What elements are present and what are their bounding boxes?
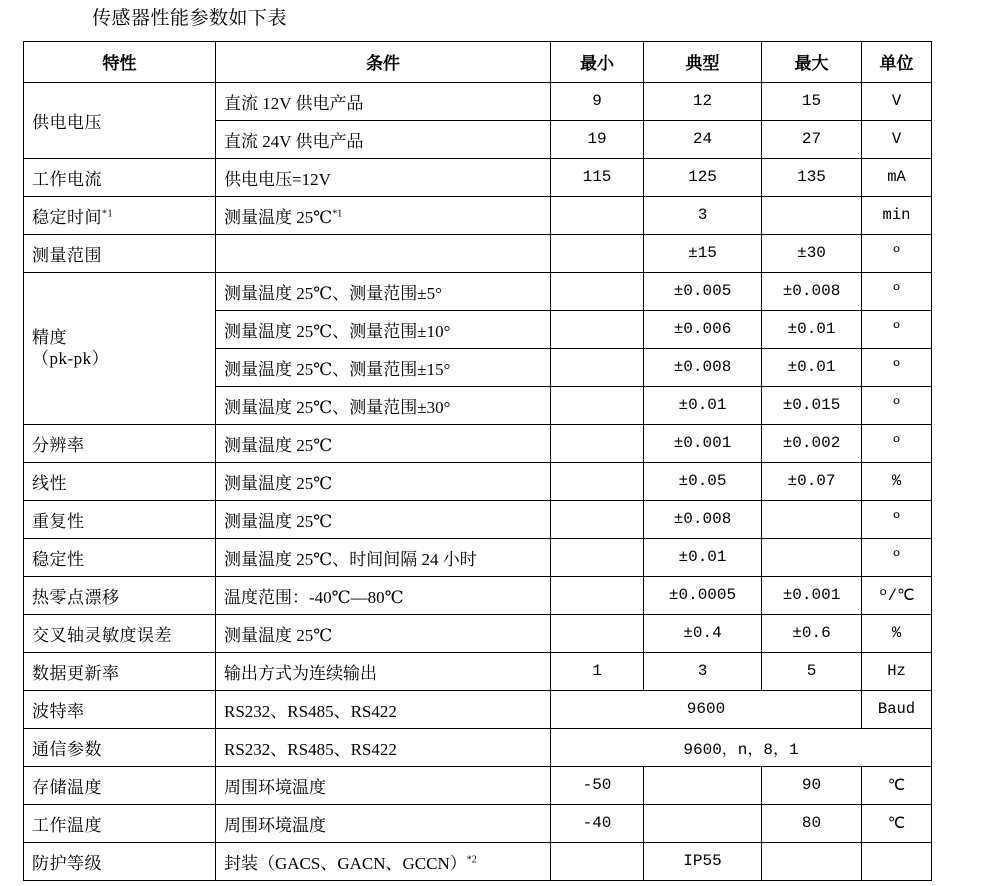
cell-min — [551, 576, 644, 614]
cell-min: 9 — [551, 82, 644, 120]
cell-characteristic: 工作温度 — [24, 804, 216, 842]
cell-max — [762, 196, 862, 234]
cell-max: 80 — [762, 804, 862, 842]
cell-unit: ℃ — [862, 804, 932, 842]
cell-min: -40 — [551, 804, 644, 842]
cell-unit: º — [862, 234, 932, 272]
cell-max: ±0.07 — [762, 462, 862, 500]
cell-min: 115 — [551, 158, 644, 196]
cell-typical: IP55 — [644, 842, 762, 880]
table-row — [24, 462, 932, 500]
table-row — [24, 82, 932, 120]
cell-condition: 输出方式为连续输出 — [216, 652, 551, 690]
cell-unit: % — [862, 614, 932, 652]
table-row — [24, 804, 932, 842]
cell-typical: ±0.01 — [644, 386, 762, 424]
table-row — [24, 538, 932, 576]
cell-unit: Hz — [862, 652, 932, 690]
cell-characteristic: 分辨率 — [24, 424, 216, 462]
cell-condition: RS232、RS485、RS422 — [216, 690, 551, 728]
cell-typical: 3 — [644, 652, 762, 690]
table-row — [24, 272, 932, 310]
cell-condition: 周围环境温度 — [216, 804, 551, 842]
header-characteristic: 特性 — [24, 41, 216, 82]
cell-typical: ±0.0005 — [644, 576, 762, 614]
cell-typical — [644, 804, 762, 842]
cell-min — [551, 196, 644, 234]
cell-max: 15 — [762, 82, 862, 120]
cell-max: ±0.002 — [762, 424, 862, 462]
table-body — [24, 82, 932, 880]
table-row — [24, 842, 932, 880]
footnote-marker: *1 — [332, 207, 343, 219]
cell-unit: mA — [862, 158, 932, 196]
cell-condition: 直流 24V 供电产品 — [216, 120, 551, 158]
cell-characteristic: 通信参数 — [24, 728, 216, 766]
cell-max — [762, 842, 862, 880]
cell-condition: 测量温度 25℃、时间间隔 24 小时 — [216, 538, 551, 576]
cell-characteristic: 供电电压 — [24, 82, 216, 158]
cell-value-span: 9600 — [551, 690, 862, 728]
cell-min — [551, 500, 644, 538]
cell-min: 19 — [551, 120, 644, 158]
table-row — [24, 652, 932, 690]
cell-min — [551, 348, 644, 386]
cell-min — [551, 424, 644, 462]
cell-unit: min — [862, 196, 932, 234]
cell-unit: º — [862, 424, 932, 462]
cell-characteristic: 工作电流 — [24, 158, 216, 196]
footnote-marker: *1 — [102, 207, 113, 219]
cell-characteristic: 重复性 — [24, 500, 216, 538]
cell-characteristic: 交叉轴灵敏度误差 — [24, 614, 216, 652]
cell-typical: ±0.008 — [644, 348, 762, 386]
cell-characteristic: 热零点漂移 — [24, 576, 216, 614]
cell-max: 5 — [762, 652, 862, 690]
cell-value-span: 9600，n，8，1 — [551, 728, 932, 766]
condition-text: 封装（GACS、GACN、GCCN） — [224, 853, 467, 873]
cell-condition: 测量温度 25℃ — [216, 500, 551, 538]
cell-max: ±0.015 — [762, 386, 862, 424]
cell-min — [551, 538, 644, 576]
cell-min — [551, 386, 644, 424]
cell-min — [551, 842, 644, 880]
cell-typical: ±15 — [644, 234, 762, 272]
cell-typical: 3 — [644, 196, 762, 234]
cell-min: -50 — [551, 766, 644, 804]
cell-unit: º — [862, 272, 932, 310]
table-row — [24, 576, 932, 614]
cell-typical: 24 — [644, 120, 762, 158]
table-row — [24, 424, 932, 462]
cell-unit: º — [862, 310, 932, 348]
header-unit: 单位 — [862, 41, 932, 82]
cell-min — [551, 310, 644, 348]
cell-typical: ±0.01 — [644, 538, 762, 576]
cell-unit: Baud — [862, 690, 932, 728]
cell-condition: RS232、RS485、RS422 — [216, 728, 551, 766]
cell-unit: V — [862, 82, 932, 120]
cell-condition: 测量温度 25℃ — [216, 614, 551, 652]
cell-typical: ±0.4 — [644, 614, 762, 652]
cell-characteristic — [24, 272, 216, 424]
cell-max: 90 — [762, 766, 862, 804]
cell-typical — [644, 766, 762, 804]
cell-min — [551, 614, 644, 652]
cell-condition — [216, 234, 551, 272]
header-condition: 条件 — [216, 41, 551, 82]
table-row — [24, 766, 932, 804]
cell-condition: 测量温度 25℃、测量范围±10° — [216, 310, 551, 348]
cell-condition: 周围环境温度 — [216, 766, 551, 804]
header-typical: 典型 — [644, 41, 762, 82]
cell-characteristic: 波特率 — [24, 690, 216, 728]
table-row — [24, 614, 932, 652]
cell-typical: ±0.006 — [644, 310, 762, 348]
cell-max — [762, 500, 862, 538]
header-min: 最小 — [551, 41, 644, 82]
cell-min — [551, 234, 644, 272]
cell-condition: 测量温度 25℃ — [216, 462, 551, 500]
cell-condition: 供电电压=12V — [216, 158, 551, 196]
cell-max: 135 — [762, 158, 862, 196]
table-row — [24, 158, 932, 196]
cell-typical: 12 — [644, 82, 762, 120]
cell-unit — [862, 842, 932, 880]
cell-max: 27 — [762, 120, 862, 158]
table-row — [24, 690, 932, 728]
sensor-spec-table — [23, 41, 932, 881]
cell-min — [551, 462, 644, 500]
cell-characteristic: 测量范围 — [24, 234, 216, 272]
cell-typical: ±0.05 — [644, 462, 762, 500]
cell-typical: ±0.001 — [644, 424, 762, 462]
cell-characteristic — [24, 196, 216, 234]
table-row — [24, 500, 932, 538]
cell-characteristic: 线性 — [24, 462, 216, 500]
page-title: 传感器性能参数如下表 — [92, 8, 288, 29]
cell-unit: º/℃ — [862, 576, 932, 614]
cell-unit: º — [862, 386, 932, 424]
cell-condition: 温度范围：-40℃—80℃ — [216, 576, 551, 614]
cell-unit: V — [862, 120, 932, 158]
cell-typical: 125 — [644, 158, 762, 196]
cell-characteristic: 防护等级 — [24, 842, 216, 880]
cell-unit: ℃ — [862, 766, 932, 804]
table-row — [24, 234, 932, 272]
cell-unit: º — [862, 348, 932, 386]
cell-characteristic: 存储温度 — [24, 766, 216, 804]
characteristic-line2: （pk-pk） — [32, 349, 110, 369]
cell-condition: 测量温度 25℃、测量范围±30° — [216, 386, 551, 424]
cell-max: ±0.6 — [762, 614, 862, 652]
cell-characteristic: 数据更新率 — [24, 652, 216, 690]
cell-max: ±0.001 — [762, 576, 862, 614]
cell-condition — [216, 196, 551, 234]
cell-max: ±0.01 — [762, 310, 862, 348]
characteristic-line1: 精度 — [32, 327, 67, 347]
cell-max — [762, 538, 862, 576]
table-row — [24, 196, 932, 234]
header-max: 最大 — [762, 41, 862, 82]
cell-unit: º — [862, 500, 932, 538]
cell-condition: 直流 12V 供电产品 — [216, 82, 551, 120]
cell-min: 1 — [551, 652, 644, 690]
cell-condition: 测量温度 25℃、测量范围±5° — [216, 272, 551, 310]
footnote-marker: *2 — [466, 853, 477, 865]
cell-unit: % — [862, 462, 932, 500]
characteristic-text: 稳定时间 — [32, 207, 102, 227]
cell-typical: ±0.008 — [644, 500, 762, 538]
cell-max: ±0.01 — [762, 348, 862, 386]
cell-characteristic: 稳定性 — [24, 538, 216, 576]
cell-max: ±0.008 — [762, 272, 862, 310]
cell-typical: ±0.005 — [644, 272, 762, 310]
condition-text: 测量温度 25℃ — [224, 207, 333, 227]
cell-max: ±30 — [762, 234, 862, 272]
table-row — [24, 728, 932, 766]
cell-condition: 测量温度 25℃、测量范围±15° — [216, 348, 551, 386]
cell-min — [551, 272, 644, 310]
table-header-row — [24, 41, 932, 82]
cell-condition: 测量温度 25℃ — [216, 424, 551, 462]
cell-condition — [216, 842, 551, 880]
cell-unit: º — [862, 538, 932, 576]
